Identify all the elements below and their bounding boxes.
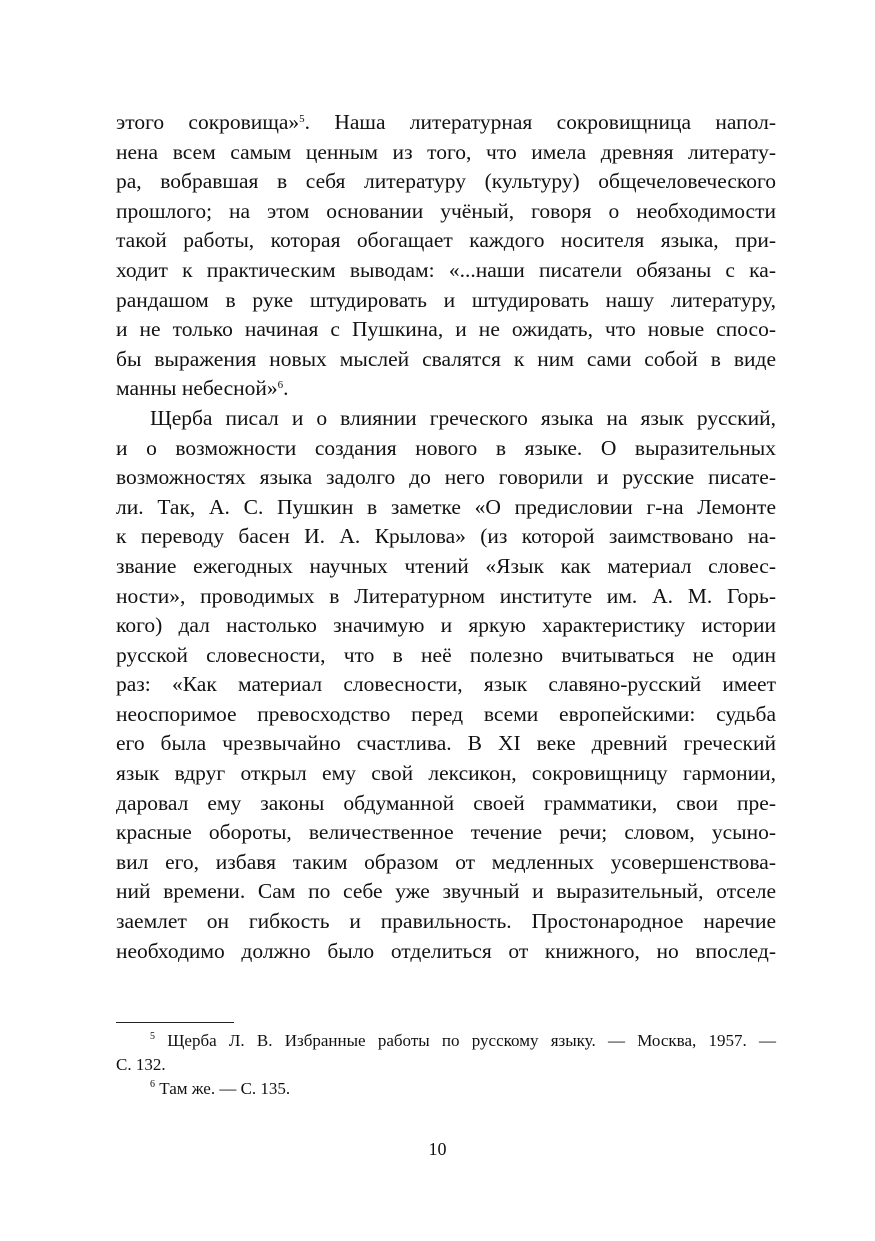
text-line: вил его, избавя таким образом от медленных усовершенствова- [116,849,776,874]
footnote-line: $^6$ Там же. — С. 135. [150,1079,291,1098]
text-line: его была чрезвычайно счастлива. В XI веке древний греческий [116,731,776,756]
main-text [116,108,776,966]
text-line: Щерба писал и о влиянии греческого языка на язык русский, [150,405,776,430]
text-line: и о возможности создания нового в языке. О выразительных [116,435,776,460]
text-line: звание ежегодных научных чтений «Язык как материал словес- [116,553,776,578]
text-line: манны небесной»$^6$. [116,376,289,401]
text-line: русской словесности, что в неё полезно вчитываться не один [116,642,776,667]
footnote-mark: 6 [150,1079,155,1091]
footnote-line: $^5$ Щерба Л. В. Избранные работы по русскому языку. — Москва, 1957. — [150,1031,776,1050]
text-line: ли. Так, А. С. Пушкин в заметке «О предисловии г-на Лемонте [116,494,776,519]
footnote-ref-6[interactable]: 6 [277,379,284,392]
paragraph-2 [116,404,776,966]
footnote-divider [116,1022,234,1023]
text-line: кого) дал настолько значимую и яркую характеристику истории [116,613,776,638]
text-line: необходимо должно было отделиться от книжного, но впослед- [116,938,776,963]
text-line: заемлет он гибкость и правильность. Простонародное наречие [116,909,776,934]
footnotes [116,1029,776,1101]
text-line: ний времени. Сам по себе уже звучный и выразительный, отселе [116,879,776,904]
text-line: рандашом в руке штудировать и штудировать нашу литературу, [116,287,776,312]
footnote-mark: 5 [150,1031,155,1043]
text-line: возможностях языка задолго до него говорили и русские писате- [116,465,776,490]
text-line: ра, вобравшая в себя литературу (культуру) общечеловеческого [116,169,776,194]
text-line: этого сокровища»$^5$. Наша литературная сокровищница напол- [116,110,776,134]
text-line: неоспоримое превосходство перед всеми европейскими: судьба [116,701,776,726]
text-line: такой работы, которая обогащает каждого носителя языка, при- [116,228,776,253]
text-line: нена всем самым ценным из того, что имела древняя литерату- [116,139,776,164]
text-line: ности», проводимых в Литературном институте им. А. М. Горь- [116,583,776,608]
footnote-ref-5[interactable]: 5 [299,112,305,125]
text-line: прошлого; на этом основании учёный, говоря о необходимости [116,198,776,223]
text-line: язык вдруг открыл ему свой лексикон, сокровищницу гармонии, [116,761,776,786]
text-line: и не только начиная с Пушкина, и не ожидать, что новые спосо- [116,317,776,342]
page-number: 10 [428,1139,447,1159]
text-line: раз: «Как материал словесности, язык славяно-русский имеет [116,672,776,697]
text-line: даровал ему законы обдуманной своей грамматики, свои пре- [116,790,776,815]
footnote-6 [116,1077,776,1101]
text-line: к переводу басен И. А. Крылова» (из которой заимствовано на- [116,524,776,549]
footnote-line: С. 132. [116,1055,166,1074]
paragraph-1 [116,108,776,404]
text-line: красные обороты, величественное течение речи; словом, усыно- [116,820,776,845]
footnote-5 [116,1029,776,1077]
text-line: бы выражения новых мыслей свалятся к ним сами собой в виде [116,346,776,371]
text-line: ходит к практическим выводам: «...наши писатели обязаны с ка- [116,257,776,282]
